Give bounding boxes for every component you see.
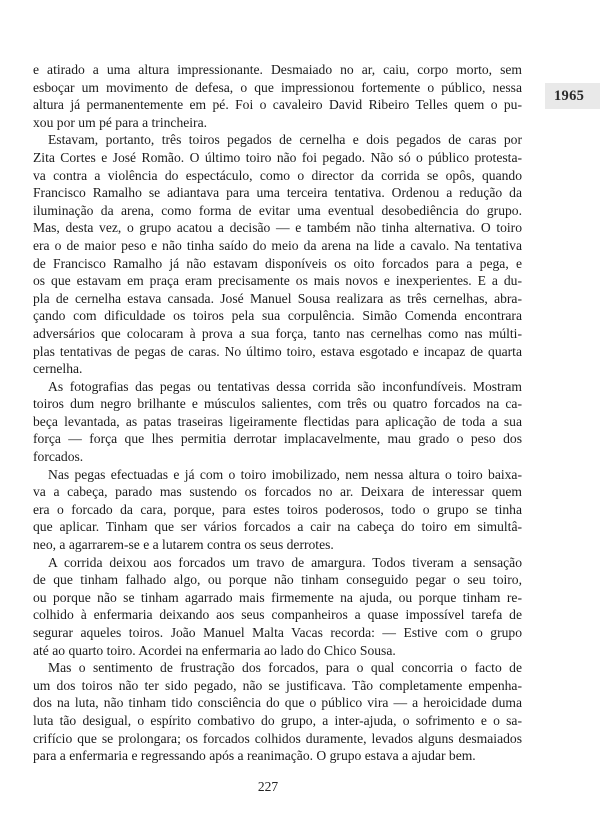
text-line: cernelha. xyxy=(33,361,83,377)
text-line: e atirado a uma altura impressionante. Desmaiado no ar, caiu, corpo morto, sem xyxy=(33,62,522,77)
body-text xyxy=(33,61,522,765)
paragraph xyxy=(33,61,522,131)
text-line: Nas pegas efectuadas e já com o toiro imobilizado, nem nessa altura o toiro baixa- xyxy=(48,466,522,482)
text-line: beça levantada, as patas traseiras ligeiramente flectidas para aplicação de toda a sua xyxy=(33,413,522,429)
text-line: forcados. xyxy=(33,449,84,465)
text-line: de Francisco Ramalho já não estavam disponíveis os oito forcados para a pega, e xyxy=(33,255,522,271)
text-line: toiros dum negro brilhante e músculos salientes, com três ou quatro forcados na ca- xyxy=(33,396,522,412)
text-line: era o de maior peso e não tinha saído do meio da arena na lide a cavalo. Na tentativa xyxy=(33,237,522,253)
text-line: Mas o sentimento de frustração dos forcados, para o qual concorria o facto de xyxy=(48,660,522,676)
paragraph xyxy=(33,466,522,554)
text-line: va a cabeça, parado mas sustendo os forcados no ar. Deixara de interessar quem xyxy=(33,484,522,500)
text-line: os que estavam em praça eram precisamente os mais novos e inexperientes. E a du- xyxy=(33,273,522,289)
text-line: xou por um pé para a trincheira. xyxy=(33,114,208,130)
text-line: altura já permanentemente em pé. Foi o cavaleiro David Ribeiro Telles quem o pu- xyxy=(33,97,522,113)
text-line: força — força que lhes permitia derrotar implacavelmente, mau grado o peso dos xyxy=(33,431,522,447)
paragraph xyxy=(33,659,522,765)
text-line: colhido à enfermaria deixando aos seus companheiros a quase impossível tarefa de xyxy=(33,607,522,623)
text-line: Zita Cortes e José Romão. O último toiro não foi pegado. Não só o público protesta- xyxy=(33,149,522,165)
paragraph xyxy=(33,378,522,466)
text-line: até ao quarto toiro. Acordei na enfermaria ao lado do Chico Sousa. xyxy=(33,642,396,658)
text-line: que aplicar. Tinham que ser vários forcados a cair na cabeça do toiro em simultâ- xyxy=(33,519,522,535)
text-line: esboçar um movimento de defesa, o que impressionou fortemente o público, nessa xyxy=(33,79,522,95)
text-line: dos na luta, não tinham tido consciência do que o público vira — a heroicidade duma xyxy=(33,695,522,711)
text-line: plas tentativas de pegas de caras. No último toiro, estava esgotado e incapaz de quarta xyxy=(33,343,522,359)
text-line: Mas, desta vez, o grupo acatou a decisão — e também não tinha alternativa. O toiro xyxy=(33,220,522,236)
text-line: va contra a violência do espectáculo, como o director da corrida se opôs, quando xyxy=(33,167,522,183)
text-line: para a enfermaria e regressando após a reanimação. O grupo estava a ajudar bem. xyxy=(33,748,476,764)
text-line: adversários que colocaram à prova a sua força, tanto nas cernelhas como nas múlti- xyxy=(33,325,522,341)
text-line: era o forcado da cara, porque, para estes toiros poderosos, todo o grupo se tinha xyxy=(33,501,522,517)
paragraph xyxy=(33,554,522,660)
year-label: 1965 xyxy=(554,87,585,104)
text-line: ou porque não se tinham agarrado mais firmemente na ajuda, ou porque tinham re- xyxy=(33,589,522,605)
text-line: çando com dificuldade os toiros pela sua corpulência. Simão Comenda encontrara xyxy=(33,308,522,324)
page-number: 227 xyxy=(257,779,279,794)
year-margin-tab xyxy=(545,83,600,109)
text-line: um dos toiros não ter sido pegado, não se justificava. Tão completamente empenha- xyxy=(33,677,522,693)
text-line: crifício que se prolongara; os forcados colhidos duramente, levados alguns desmaiados xyxy=(33,730,522,746)
text-line: As fotografias das pegas ou tentativas dessa corrida são inconfundíveis. Mostram xyxy=(48,378,522,394)
text-line: pla de cernelha estava cansada. José Manuel Sousa realizara as três cernelhas, abra- xyxy=(33,290,522,306)
paragraph xyxy=(33,131,522,377)
text-line: de que tinham falhado algo, ou porque não tinham conseguido pegar o seu toiro, xyxy=(33,572,522,588)
text-line: Estavam, portanto, três toiros pegados de cernelha e dois pegados de caras por xyxy=(48,132,522,148)
text-line: A corrida deixou aos forcados um travo de amargura. Todos tiveram a sensação xyxy=(48,554,522,570)
text-line: Francisco Ramalho se adiantava para uma terceira tentativa. Ordenou a redução da xyxy=(33,185,522,201)
text-line: iluminação da arena, como forma de evitar uma eventual desobediência do grupo. xyxy=(33,202,522,218)
text-line: luta tão desigual, o espírito combativo do grupo, a inter-ajuda, o sofrimento e o sa- xyxy=(33,712,522,728)
text-line: neo, a agarrarem-se e a lutarem contra os seus derrotes. xyxy=(33,537,334,553)
text-line: segurar aqueles toiros. João Manuel Malta Vacas recorda: — Estive com o grupo xyxy=(33,625,522,640)
